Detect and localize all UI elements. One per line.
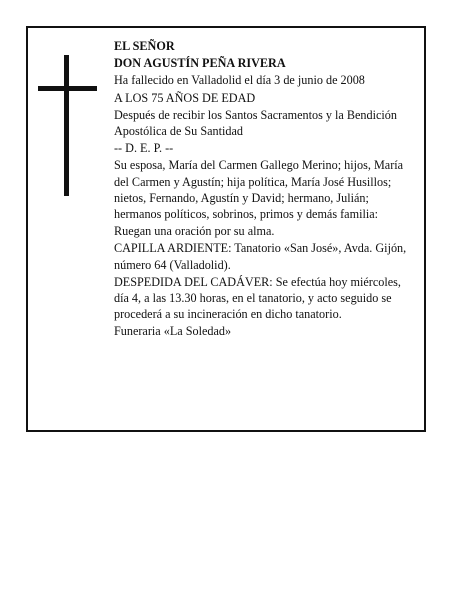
chapel-paragraph: CAPILLA ARDIENTE: Tanatorio «San José», Avda. Gijón, número 64 (Valladolid). xyxy=(114,241,407,272)
cross-icon xyxy=(64,55,69,196)
deceased-title: EL SEÑOR xyxy=(114,39,175,53)
family-paragraph: Su esposa, María del Carmen Gallego Merino; hijos, María del Carmen y Agustín; hija política, María José Husillos; nietos, Fernando, Agustín y David; hermano, Julián; hermanos políticos, sobrinos, primos y demás familia: xyxy=(114,158,404,222)
funeral-home-line: Funeraria «La Soledad» xyxy=(114,324,232,339)
farewell-paragraph: DESPEDIDA DEL CADÁVER: Se efectúa hoy miércoles, día 4, a las 13.30 horas, en el tanatorio, y acto seguido se procederá a su incineración en dicho tanatorio. xyxy=(114,274,401,322)
age-line: A LOS 75 AÑOS DE EDAD xyxy=(114,90,256,105)
death-info: Ha fallecido en Valladolid el día 3 de junio de 2008 xyxy=(114,73,365,88)
sacraments-line: Después de recibir los Santos Sacramentos y la Bendición Apostólica de Su Santidad xyxy=(114,107,397,139)
rip-line: -- D. E. P. -- xyxy=(114,141,174,156)
obituary-text xyxy=(114,38,414,341)
prayer-line: Ruegan una oración por su alma. xyxy=(114,224,275,239)
deceased-name: DON AGUSTÍN PEÑA RIVERA xyxy=(114,56,286,71)
cross-icon-bar xyxy=(38,86,97,91)
